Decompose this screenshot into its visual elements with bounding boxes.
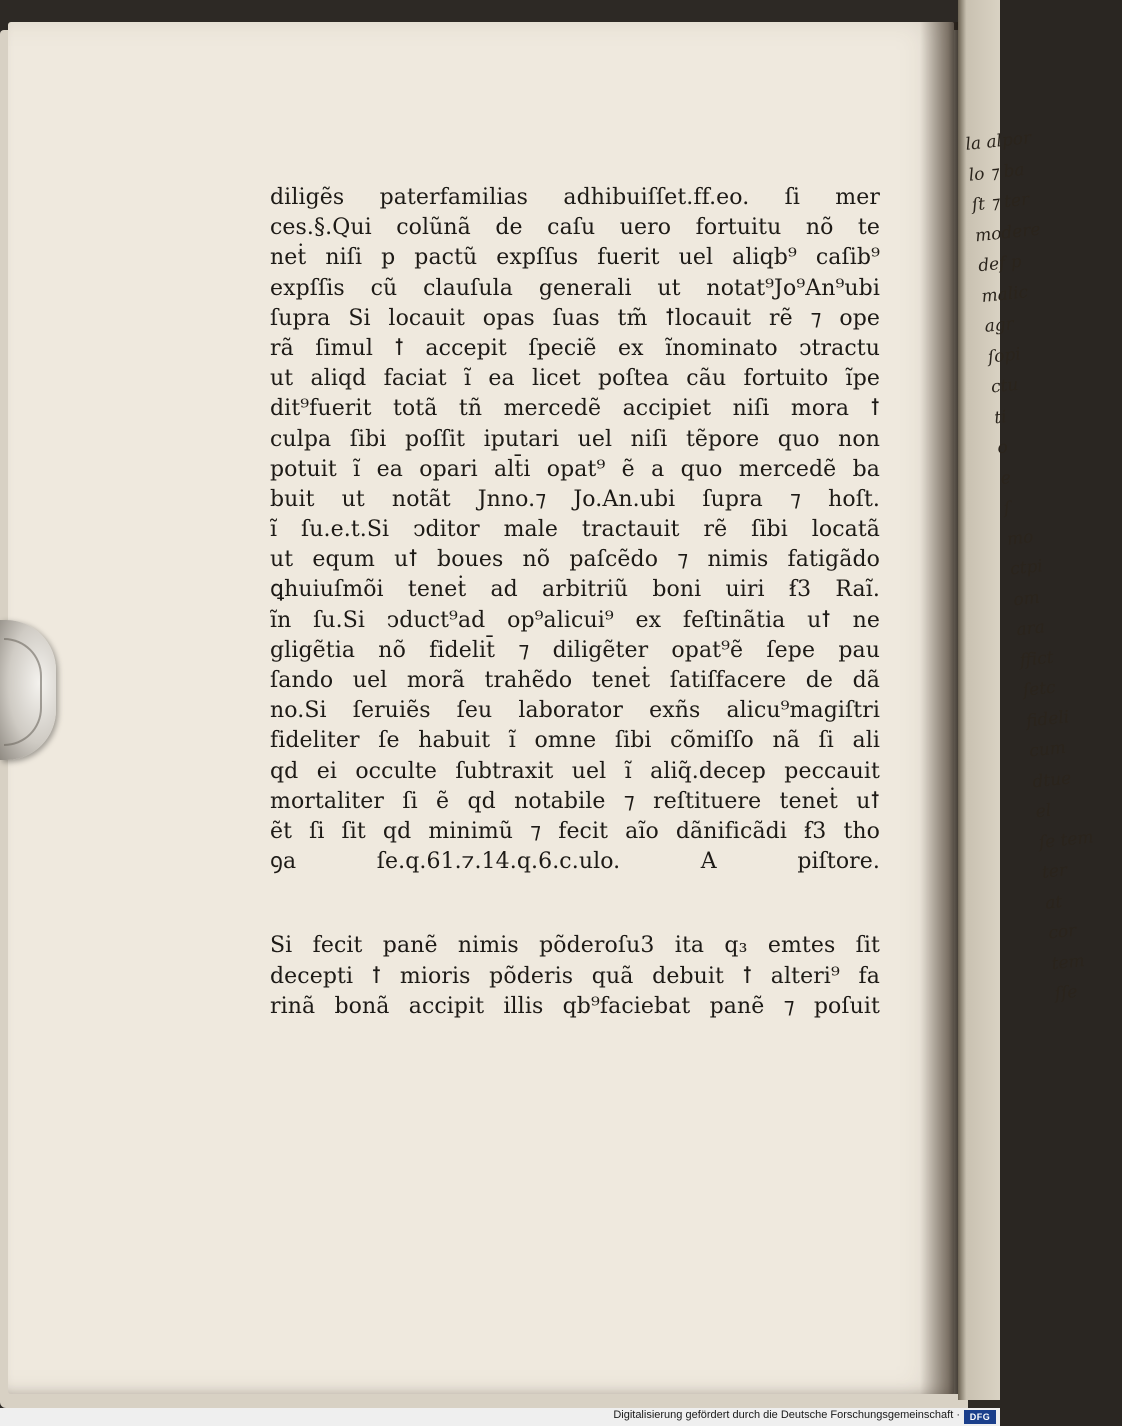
facing-page-line: ffict xyxy=(1018,647,1055,671)
facing-page-line: ſt ⁊ ter xyxy=(970,189,1031,216)
facing-page-line: modere xyxy=(974,219,1042,246)
gutter-shadow xyxy=(920,22,960,1394)
footer-credit: Digitalisierung gefördert durch die Deutsche Forschungsgemeinschaft · xyxy=(613,1409,960,1421)
text-line: ꝗhuiuſmõi teneṫ ad arbitriũ boni uiri ẜ3 Raĩ. xyxy=(270,577,880,603)
facing-page-line: ſetc xyxy=(1021,677,1057,701)
text-line: decepti ꝉ mioris põderis quã debuit ꝉ alteri⁹ fa xyxy=(270,963,880,989)
text-line: mortaliter ſi ẽ qd notabile ⁊ reſtituere teneṫ uꝉ xyxy=(270,788,880,814)
text-line: fideliter ſe habuit ĩ omne ſibi cõmiſſo nã ſi ali xyxy=(270,728,880,754)
text-line: qd ei occulte ſubtraxit uel ĩ aliq̃.decep peccauit xyxy=(270,758,880,784)
text-line: ẽt ſi ſit qd minimũ ⁊ fecit aĩo dãnificãdi ẜ3 tho xyxy=(270,818,880,844)
text-line: culpa ſibi poſſit iputari uel niſi tẽpore quo non xyxy=(270,426,880,452)
facing-page-line: ctu xyxy=(990,374,1020,398)
facing-page-line: ſſe xyxy=(1053,981,1079,1005)
text-line: potuit ĩ ea opari alt̄i opat⁹ ẽ a quo mercedẽ ba xyxy=(270,456,880,482)
facing-page-line: at xyxy=(1044,891,1064,914)
text-block xyxy=(270,183,880,1022)
facing-page-line: ſe tem xyxy=(1037,826,1095,853)
text-line: rinã bonã accipit illis qb⁹faciebat panẽ ⁊ poſuit xyxy=(270,993,880,1019)
text-line: ut aliqd faciat ĩ ea licet poſtea cãu fortuito ĩpe xyxy=(270,366,880,392)
text-line: gligẽtia nõ fidelit̄ ⁊ diligẽter opat⁹ẽ ſepe pau xyxy=(270,637,880,663)
text-line: Si fecit panẽ nimis põderoſu3 ita q₃ emtes ſit xyxy=(270,933,880,959)
facing-page-line: lo ⁊ ba xyxy=(967,159,1026,186)
facing-page-line: def p xyxy=(977,251,1023,277)
facing-page-line: malic xyxy=(980,281,1029,307)
text-line: ces.§.Qui colũnã de caſu uero fortuitu nõ te xyxy=(270,215,880,241)
facing-page-text xyxy=(964,126,1096,1010)
text-line: no.Si ſeruiẽs ſeu laborator exñs alicu⁹magiſtri xyxy=(270,698,880,724)
facing-page-line: la alpor xyxy=(964,128,1033,155)
text-line: neṫ niſi p pactũ expſſus fuerit uel aliqb⁹ caſib⁹ xyxy=(270,245,880,271)
facing-page-line: ſ xyxy=(1002,498,1012,519)
facing-page-line: cor xyxy=(1047,920,1078,944)
text-line: rã ſimul ꝉ accepit ſpeciẽ ex ĩnominato ↄtractu xyxy=(270,335,880,361)
text-line: ut equm uꝉ boues nõ paſcẽdo ⁊ nimis fatigãdo xyxy=(270,547,880,573)
facing-page xyxy=(958,0,1095,1400)
facing-page-line: ctpi xyxy=(1009,556,1044,580)
text-line: ĩn ſu.Si ↄduct⁹ad op⁹alicui⁹ ex feſtinãtia uꝉ ne xyxy=(270,607,880,633)
facing-page-line: cum xyxy=(1028,737,1067,762)
facing-page-line: o xyxy=(996,437,1009,459)
footer-bar xyxy=(0,1408,1000,1426)
text-line: ſando uel morã trahẽdo teneṫ ſatiſfacere de dã xyxy=(270,668,880,693)
text-line: buit ut notãt Jnno.⁊ Jo.An.ubi ſupra ⁊ hoſt. xyxy=(270,486,880,512)
facing-page-line: fideli xyxy=(1025,706,1071,732)
facing-page-line: tem xyxy=(1050,950,1086,974)
text-line: ſupra Si locauit opas ſuas tm̃ ꝉlocauit rẽ ⁊ ope xyxy=(270,305,880,331)
facing-page-line: e xyxy=(999,467,1012,489)
section-gap xyxy=(270,877,880,931)
text-line: ĩ ſu.e.t.Si ↄditor male tractauit rẽ ſibi locatã xyxy=(270,517,880,543)
facing-page-line: ter xyxy=(1041,860,1069,883)
facing-page-line: ſopi xyxy=(986,343,1022,368)
text-line: ꝯa ſe.q.61.⁊.14.q.6.c.ulo. A piſtore. xyxy=(270,849,880,875)
facing-page-line: ara xyxy=(1015,617,1046,641)
facing-page-line: agr xyxy=(983,313,1015,337)
dfg-logo-icon: DFG xyxy=(964,1410,996,1424)
facing-page-line: om xyxy=(1012,587,1041,610)
text-line: dit⁹fuerit totã tñ mercedẽ accipiet niſi mora ꝉ xyxy=(270,396,880,422)
facing-page-line: dtue xyxy=(1031,767,1073,792)
facing-page-line: el xyxy=(1034,800,1053,823)
facing-page-line: mo xyxy=(1005,526,1035,550)
text-line: diligẽs paterfamilias adhibuiſſet.ff.eo. ſi mer xyxy=(270,185,880,210)
facing-page-line: ti xyxy=(993,406,1008,428)
text-line: expſſis cũ clauſula generali ut notat⁹Jo⁹An⁹ubi xyxy=(270,275,880,301)
